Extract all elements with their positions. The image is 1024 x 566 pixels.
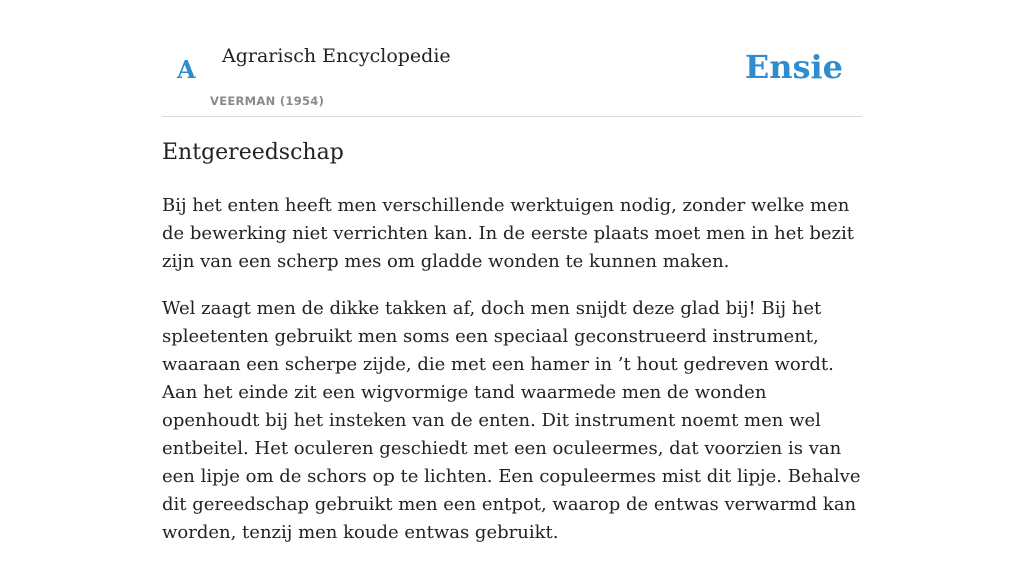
- article-body: [162, 192, 862, 566]
- article-paragraph: Bij het enten heeft men verschillende werktuigen nodig, zonder welke men de bewerking niet verrichten kan. In de eerste plaats moet men in het bezit zijn van een scherp mes om gladde wonden te kunnen maken.: [162, 195, 855, 272]
- header: [162, 0, 862, 117]
- source-title-link[interactable]: Agrarisch Encyclopedie: [222, 45, 451, 67]
- source-subtitle: VEERMAN (1954): [210, 94, 325, 108]
- brand-logo-link[interactable]: Ensie: [744, 48, 843, 86]
- index-letter-link[interactable]: A: [177, 55, 196, 84]
- article-paragraph: Wel zaagt men de dikke takken af, doch men snijdt deze glad bij! Bij het spleetenten gebruikt men soms een speciaal geconstrueerd instrument, waaraan een scherpe zijde, die met een hamer in ’t hout gedreven wordt. Aan het einde zit een wigvormige tand waarmede men de wonden openhoudt bij het insteken van de enten. Dit instrument noemt men wel entbeitel. Het oculeren geschiedt met een oculeermes, dat voorzien is van een lipje om de schors op te lichten. Een copuleermes mist dit lipje. Behalve dit gereedschap gebruikt men een entpot, waarop de entwas verwarmd kan worden, tenzij men koude entwas gebruikt.: [162, 298, 861, 543]
- article-title: Entgereedschap: [162, 140, 344, 165]
- page: [162, 0, 862, 543]
